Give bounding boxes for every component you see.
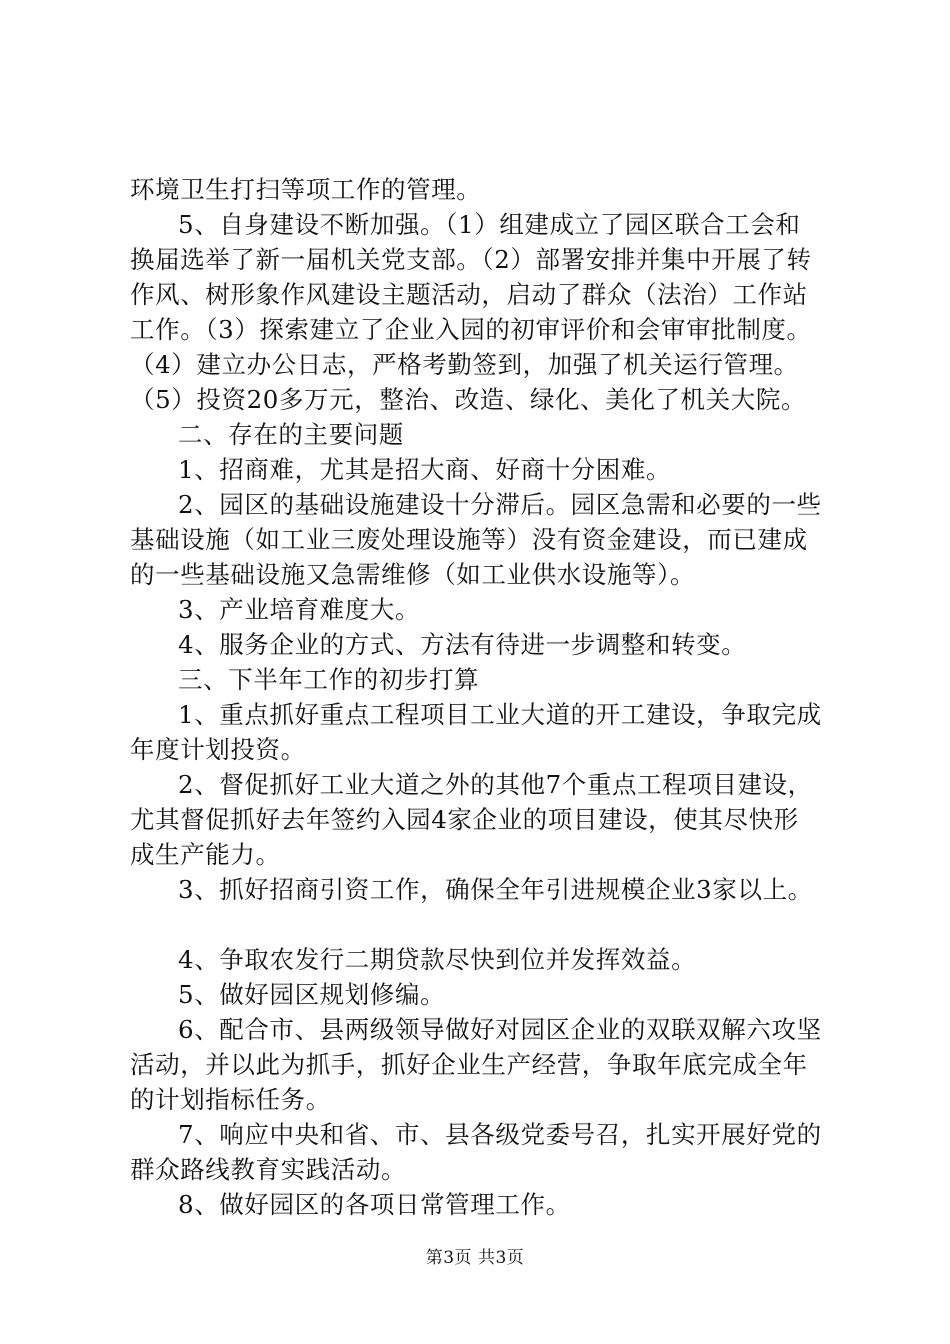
- text-line: 8、做好园区的各项日常管理工作。: [178, 1190, 571, 1219]
- blank-line: [130, 907, 830, 942]
- document-body: [130, 172, 830, 1222]
- text-line: 2、督促抓好工业大道之外的其他7个重点工程项目建设，: [178, 770, 813, 799]
- text-line: 年度计划投资。: [130, 735, 306, 764]
- text-line: 3、产业培育难度大。: [178, 595, 421, 624]
- text-line: 尤其督促抓好去年签约入园4家企业的项目建设，使其尽快形: [130, 805, 799, 834]
- text-line: 7、响应中央和省、市、县各级党委号召，扎实开展好党的: [178, 1120, 822, 1149]
- section-heading: 二、存在的主要问题: [178, 420, 404, 449]
- text-line: 作风、树形象作风建设主题活动，启动了群众（法治）工作站: [130, 280, 808, 309]
- text-line: 6、配合市、县两级领导做好对园区企业的双联双解六攻坚: [178, 1015, 822, 1044]
- text-line: 活动，并以此为抓手，抓好企业生产经营，争取年底完成全年: [130, 1050, 808, 1079]
- text-line: （5）投资20多万元，整治、改造、绿化、美化了机关大院。: [130, 385, 807, 414]
- text-line: 2、园区的基础设施建设十分滞后。园区急需和必要的一些: [178, 490, 822, 519]
- text-line: 4、争取农发行二期贷款尽快到位并发挥效益。: [178, 945, 697, 974]
- text-line: 工作。（3）探索建立了企业入园的初审评价和会审审批制度。: [130, 315, 812, 344]
- text-line: 基础设施（如工业三废处理设施等）没有资金建设，而已建成: [130, 525, 808, 554]
- text-line: 5、自身建设不断加强。（1）组建成立了园区联合工会和: [178, 210, 801, 239]
- page-footer: 第3页 共3页: [425, 1248, 525, 1268]
- text-line: 群众路线教育实践活动。: [130, 1155, 407, 1184]
- text-line: 换届选举了新一届机关党支部。（2）部署安排并集中开展了转: [130, 245, 812, 274]
- text-line: 3、抓好招商引资工作，确保全年引进规模企业3家以上。: [178, 875, 813, 904]
- text-line: 4、服务企业的方式、方法有待进一步调整和转变。: [178, 630, 747, 659]
- text-line: 的一些基础设施又急需维修（如工业供水设施等）。: [130, 560, 696, 589]
- text-line: 1、重点抓好重点工程项目工业大道的开工建设，争取完成: [178, 700, 822, 729]
- text-line: （4）建立办公日志，严格考勤签到，加强了机关运行管理。: [130, 350, 799, 379]
- text-line: 成生产能力。: [130, 840, 281, 869]
- text-line: 1、招商难，尤其是招大商、好商十分困难。: [178, 455, 672, 484]
- text-line: 环境卫生打扫等项工作的管理。: [130, 175, 482, 204]
- text-line: 5、做好园区规划修编。: [178, 980, 446, 1009]
- section-heading: 三、下半年工作的初步打算: [178, 665, 480, 694]
- text-line: 的计划指标任务。: [130, 1085, 331, 1114]
